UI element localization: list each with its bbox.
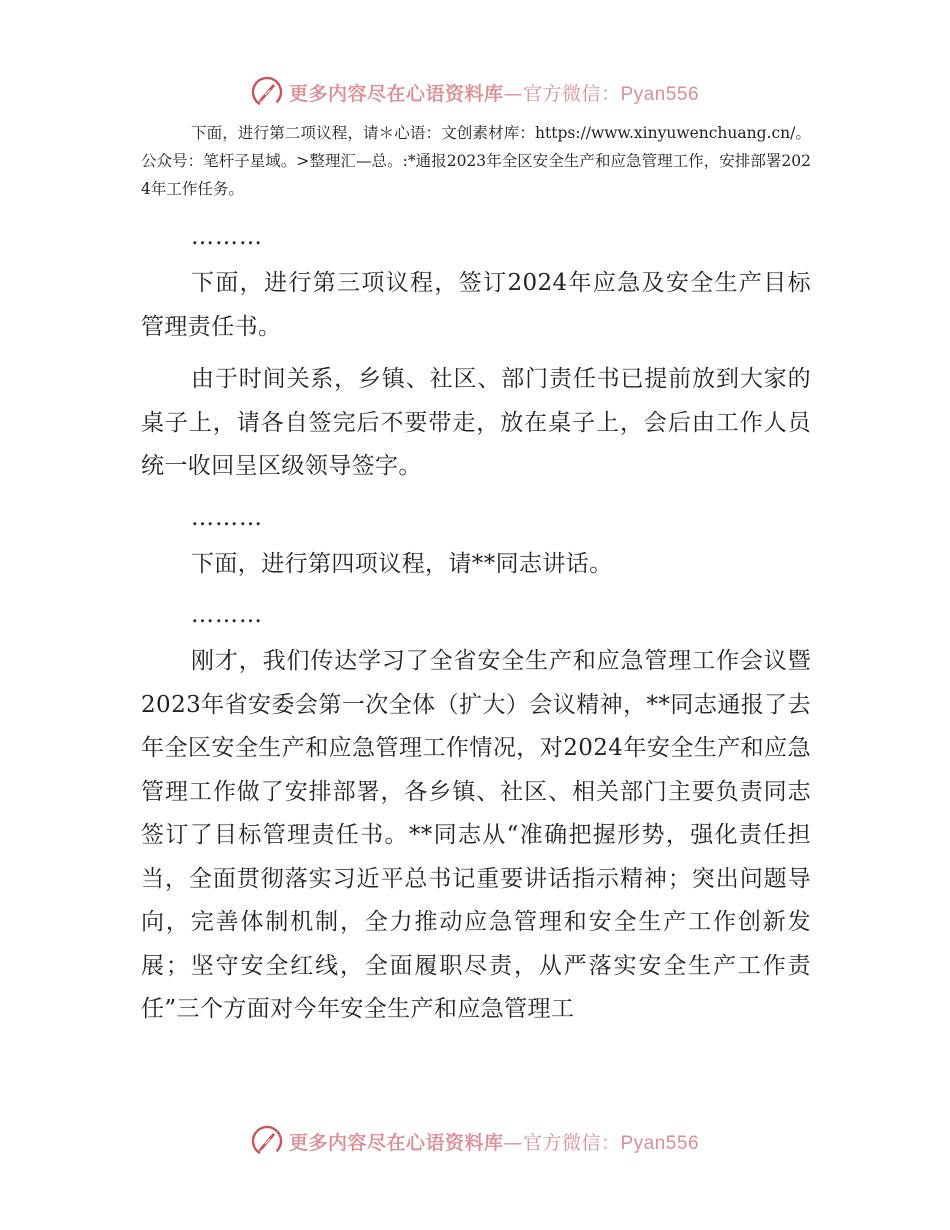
- paragraph-agenda-four: 下面，进行第四项议程，请**同志讲话。: [191, 550, 613, 577]
- watermark-text: [289, 79, 699, 106]
- header-watermark-banner: [0, 72, 950, 112]
- watermark-text: [289, 1128, 699, 1155]
- document-body: [141, 119, 811, 1041]
- watermark-name: 更多内容尽在心语资料库: [288, 82, 504, 105]
- paragraph-summary: 刚才，我们传达学习了全省安全生产和应急管理工作会议暨2023年省安委会第一次全体（扩大）会议精神，**同志通报了去年全区安全生产和应急管理工作情况，对2024年安全生产和应急管理工作做了安排部署，各乡镇、社区、相关部门主要负责同志签订了目标管理责任书。**同志从“准确把握形势，强化责任担当，全面贯彻落实习近平总书记重要讲话指示精神；突出问题导向，完善体制机制，全力推动应急管理和安全生产工作创新发展；坚守安全红线，全面履职尽责，从严落实安全生产工作责任”三个方面对今年安全生产和应急管理工: [141, 648, 811, 1022]
- watermark-name: 更多内容尽在心语资料库: [288, 1131, 504, 1154]
- paragraph-agenda-two: 下面，进行第二项议程，请＊心语：文创素材库：https://www.xinyuwenchuang.cn/。公众号：笔杆子星域。>整理汇—总。:*通报2023年全区安全生产和应急管理工作，安排部署2024年工作任务。: [141, 124, 811, 198]
- paragraph-agenda-three: 下面，进行第三项议程，签订2024年应急及安全生产目标管理责任书。: [141, 270, 811, 340]
- watermark-dash: —: [503, 1131, 523, 1154]
- ellipsis-3: ………: [191, 602, 263, 628]
- watermark-wechat-label: 官方微信：: [522, 82, 621, 105]
- ellipsis-2: ………: [191, 504, 263, 531]
- quill-logo-icon: [251, 76, 283, 108]
- quill-logo-icon: [251, 1125, 283, 1157]
- ellipsis-1: ………: [191, 224, 263, 250]
- paragraph-responsibility-note: 由于时间关系，乡镇、社区、部门责任书已提前放到大家的桌子上，请各自签完后不要带走，放在桌子上，会后由工作人员统一收回呈区级领导签字。: [141, 366, 811, 479]
- watermark-wechat-id: Pyan556: [620, 1132, 700, 1154]
- watermark-wechat-label: 官方微信：: [522, 1131, 621, 1154]
- watermark-wechat-id: Pyan556: [620, 83, 700, 105]
- footer-watermark-banner: [0, 1121, 950, 1161]
- watermark-dash: —: [503, 82, 523, 105]
